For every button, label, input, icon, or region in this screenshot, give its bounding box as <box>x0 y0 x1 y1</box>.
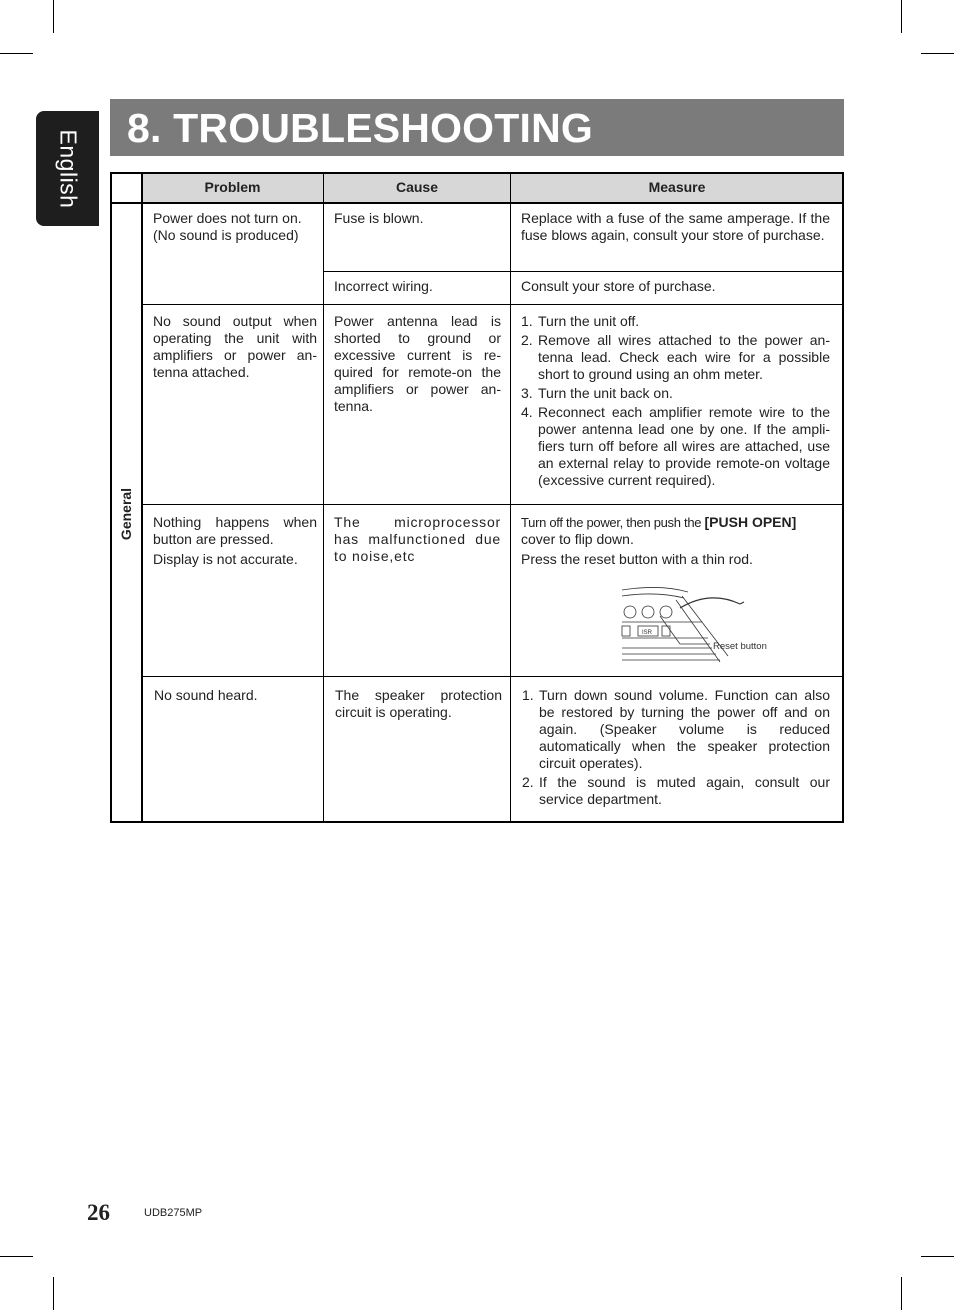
cause-cell <box>334 210 501 227</box>
cause-text: Fuse is blown. <box>334 210 424 226</box>
row-divider <box>323 271 843 272</box>
measure-cell <box>521 210 830 244</box>
measure-cell <box>521 313 830 491</box>
row-divider <box>142 504 843 505</box>
measure-step: 1. Turn down sound volume. Function can also be restored by turning the power off and on again. (Speaker volume is reduced automatically when the speaker protection circuit operates). <box>522 687 830 771</box>
header-problem: Problem <box>204 179 261 195</box>
cause-cell <box>334 514 501 565</box>
crop-mark <box>53 1277 54 1310</box>
model-number: UDB275MP <box>144 1207 203 1219</box>
problem-cell <box>153 210 317 244</box>
cause-text: Power antenna lead is shorted to ground or excessive current is re-quired for remote-on the amplifiers or power an-tenna. <box>334 313 501 414</box>
row-divider <box>142 676 843 677</box>
problem-text: No sound output when operating the unit with amplifiers or power an-tenna attached. <box>153 313 317 380</box>
header-cause: Cause <box>395 179 439 195</box>
crop-mark <box>901 1277 902 1310</box>
table-border-top <box>110 172 844 174</box>
measure-step: 4. Reconnect each amplifier remote wire to the power antenna lead one by one. If the ampli-fiers turn off before all wires are attached, use an external relay to provide remote-on voltage (excessive current required). <box>521 404 830 488</box>
problem-cell <box>153 514 317 568</box>
problem-text: (No sound is produced) <box>153 227 299 243</box>
category-divider <box>141 172 143 823</box>
page-number: 26 <box>87 1200 110 1225</box>
problem-text: No sound heard. <box>154 687 258 703</box>
measure-cell <box>521 514 833 568</box>
page-title: 8. TROUBLESHOOTING <box>127 105 594 151</box>
problem-text: Power does not turn on. <box>153 210 302 226</box>
cause-text: The speaker protection circuit is operating. <box>335 687 502 720</box>
crop-mark <box>921 1256 954 1257</box>
crop-mark <box>921 53 954 54</box>
reset-button-illustration <box>620 582 780 664</box>
crop-mark <box>901 0 902 33</box>
measure-step: 3. Turn the unit back on. <box>521 385 673 401</box>
measure-text: Turn off the power, then push the [PUSH OPEN] cover to flip down. <box>521 514 797 547</box>
measure-step: 1. Turn the unit off. <box>521 313 640 329</box>
measure-text: Replace with a fuse of the same amperage. If the fuse blows again, consult your store of purchase. <box>521 210 830 243</box>
header-divider <box>110 202 844 204</box>
cause-text: The microprocessor has malfunctioned due to noise,etc <box>334 514 501 564</box>
cause-cell <box>334 313 501 415</box>
measure-steps <box>522 687 830 808</box>
crop-mark <box>0 53 33 54</box>
measure-steps <box>521 313 830 489</box>
cause-cell <box>334 278 501 295</box>
measure-step: 2. If the sound is muted again, consult our service department. <box>522 774 830 807</box>
problem-cell <box>154 687 318 704</box>
measure-step: 2. Remove all wires attached to the power an-tenna lead. Check each wire for a possible short to ground using an ohm meter. <box>521 332 830 382</box>
crop-mark <box>0 1256 33 1257</box>
reset-button-callout: Reset button <box>713 641 767 652</box>
cause-text: Incorrect wiring. <box>334 278 433 294</box>
measure-text: Consult your store of purchase. <box>521 278 716 294</box>
problem-text: Nothing happens when button are pressed. <box>153 514 317 547</box>
section-title-bar <box>110 99 844 156</box>
category-label: General <box>118 487 134 541</box>
table-border-left <box>110 172 112 823</box>
problem-cell <box>153 313 317 381</box>
table-border-bottom <box>110 821 844 823</box>
push-open-button-label: [PUSH OPEN] <box>704 514 797 530</box>
measure-text: Press the reset button with a thin rod. <box>521 551 753 567</box>
language-tab <box>36 111 99 226</box>
table-border-right <box>842 172 844 823</box>
row-divider <box>142 304 843 305</box>
crop-mark <box>53 0 54 33</box>
language-label: English <box>55 129 81 208</box>
header-measure: Measure <box>648 179 706 195</box>
measure-cell <box>522 687 830 810</box>
measure-cell <box>521 278 830 295</box>
cause-cell <box>335 687 502 721</box>
problem-text: Display is not accurate. <box>153 551 298 567</box>
isr-label: ISR <box>642 630 653 636</box>
